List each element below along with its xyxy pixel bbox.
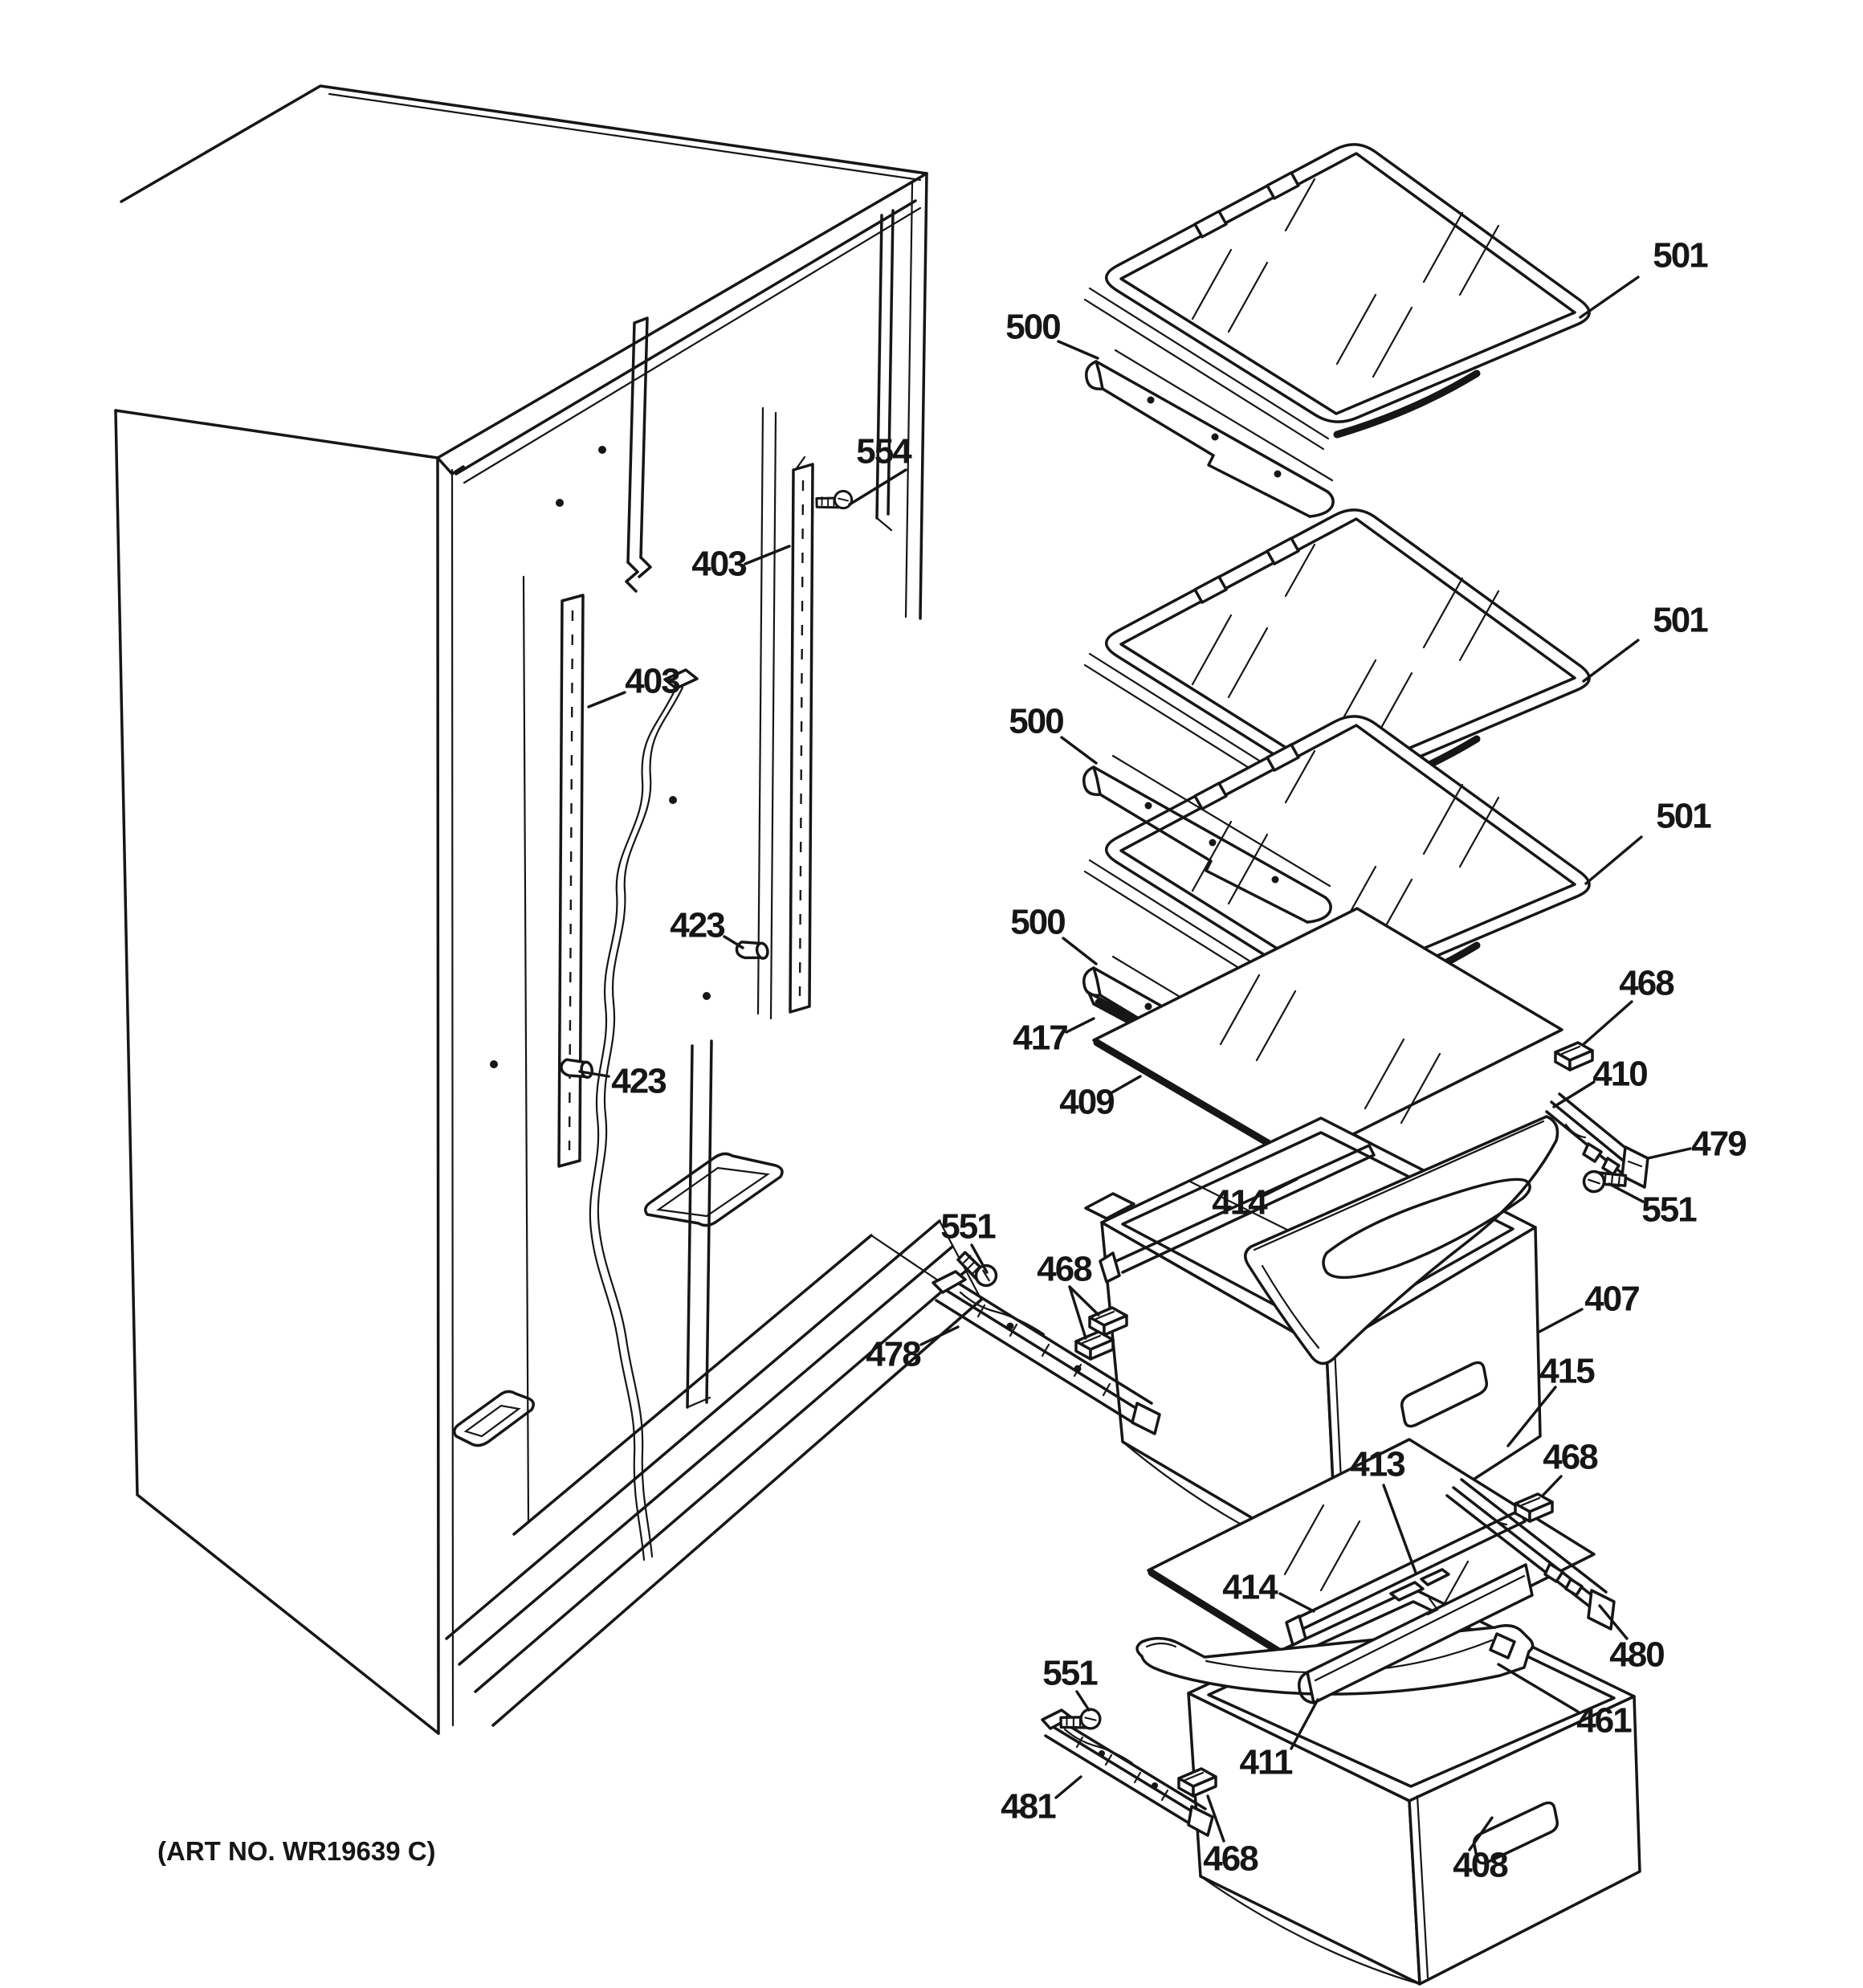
callout-leader-501-3 xyxy=(1586,837,1641,884)
callout-leader-501-2 xyxy=(1584,640,1638,681)
callout-leader-403-1 xyxy=(745,546,789,564)
callout-leader-501-1 xyxy=(1580,277,1638,317)
callout-leader-479 xyxy=(1648,1149,1690,1158)
callout-leader-409 xyxy=(1112,1076,1140,1092)
clip-423-upper xyxy=(736,937,769,964)
callout-leader-500-2 xyxy=(1062,737,1096,763)
cabinet-side-panel xyxy=(116,410,453,1733)
callout-leader-403-2 xyxy=(589,692,625,707)
callout-leader-481 xyxy=(1056,1777,1081,1798)
clip-468-mid-2 xyxy=(1076,1332,1113,1359)
part-callout-501-1: 501 xyxy=(1653,235,1707,276)
slide-rail-481 xyxy=(1042,1710,1213,1835)
cabinet-top-face xyxy=(116,86,927,483)
drawer-glide-cutout-front xyxy=(455,1391,534,1445)
screw-554 xyxy=(814,487,854,516)
callout-leader-500-3 xyxy=(1063,938,1096,964)
part-callout-554: 554 xyxy=(856,431,911,471)
cabinet xyxy=(116,86,981,1733)
part-callout-468-2: 468 xyxy=(1037,1249,1091,1289)
part-callout-468-4: 468 xyxy=(1203,1839,1258,1879)
part-callout-415: 415 xyxy=(1539,1351,1594,1391)
callout-leader-407 xyxy=(1539,1309,1582,1332)
callout-leader-468-1 xyxy=(1584,1002,1632,1044)
part-callout-479: 479 xyxy=(1691,1124,1746,1164)
callout-leader-468-3 xyxy=(1543,1476,1561,1496)
part-callout-423-2: 423 xyxy=(611,1061,666,1101)
callout-leader-417 xyxy=(1066,1018,1094,1032)
mounting-rail-403-right xyxy=(790,457,813,1012)
art-number-caption: (ART NO. WR19639 C) xyxy=(157,1836,436,1866)
clip-468-right xyxy=(1515,1494,1552,1521)
cabinet-interior-back-wall xyxy=(490,318,776,1560)
part-callout-501-3: 501 xyxy=(1656,796,1710,836)
part-callout-403-1: 403 xyxy=(691,544,746,584)
part-callout-500-2: 500 xyxy=(1009,701,1063,741)
part-callout-407: 407 xyxy=(1584,1279,1639,1319)
part-callout-414-2: 414 xyxy=(1222,1567,1277,1607)
part-callout-478: 478 xyxy=(866,1334,920,1374)
callout-leader-551-1 xyxy=(1609,1184,1643,1202)
part-callout-461: 461 xyxy=(1576,1700,1631,1741)
part-callout-409: 409 xyxy=(1059,1082,1114,1122)
part-callout-468-3: 468 xyxy=(1543,1437,1597,1477)
part-callout-500-3: 500 xyxy=(1010,902,1065,942)
part-callout-551-2: 551 xyxy=(940,1206,995,1247)
part-callout-551-1: 551 xyxy=(1641,1190,1696,1230)
cabinet-front-right-edge xyxy=(877,173,927,618)
callout-leader-551-3 xyxy=(1077,1692,1089,1710)
part-callout-551-3: 551 xyxy=(1042,1653,1097,1693)
center-mullion xyxy=(626,318,650,591)
part-callout-423-1: 423 xyxy=(670,905,724,945)
callout-leader-478 xyxy=(921,1327,958,1345)
part-callout-480: 480 xyxy=(1609,1635,1664,1675)
back-wall-holes xyxy=(490,446,711,1068)
part-callout-468-1: 468 xyxy=(1619,963,1673,1003)
clip-423-lower xyxy=(561,1056,593,1080)
mounting-rail-403-left xyxy=(559,595,583,1166)
part-callout-411: 411 xyxy=(1239,1742,1292,1782)
part-callout-403-2: 403 xyxy=(625,661,679,701)
drawer-glide-cutout-rear xyxy=(646,1153,782,1225)
part-callout-410: 410 xyxy=(1592,1054,1647,1094)
part-callout-501-2: 501 xyxy=(1653,600,1707,640)
clip-468-top xyxy=(1555,1043,1592,1070)
part-callout-414-1: 414 xyxy=(1212,1182,1266,1223)
part-callout-408: 408 xyxy=(1453,1845,1507,1885)
part-callout-413: 413 xyxy=(1350,1444,1404,1484)
part-callout-500-1: 500 xyxy=(1005,307,1060,347)
part-callout-481: 481 xyxy=(1001,1786,1055,1827)
callout-leader-500-1 xyxy=(1058,341,1098,358)
part-callout-417: 417 xyxy=(1013,1018,1067,1058)
glass-shelf-501-1 xyxy=(1085,145,1589,449)
